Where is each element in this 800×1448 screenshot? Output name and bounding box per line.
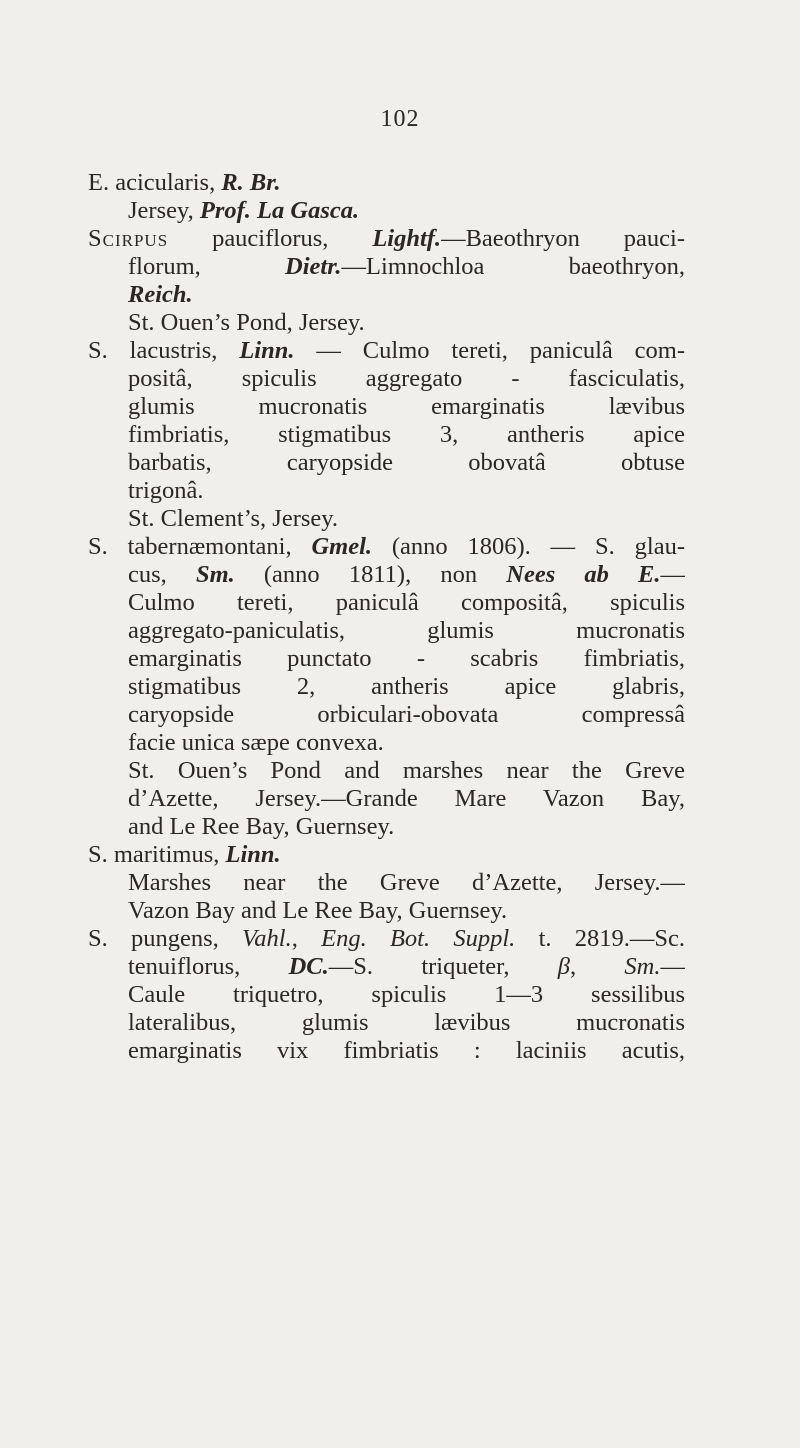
text-span: S. maritimus, [88,841,226,868]
italic-citation: DC. [288,953,329,980]
italic-citation: Vahl. [242,925,292,952]
text-span: and Le Ree Bay, Guernsey. [128,813,395,840]
text-span: S. pungens, [88,925,243,952]
text-span: Jersey, [128,197,200,224]
text-span: S. tabernæmontani, [88,533,312,560]
text-line [88,224,685,254]
text-span: St. Ouen’s Pond and marshes near the Greve [128,757,685,784]
text-span: aggregato-paniculatis, glumis mucronatis [128,617,685,644]
text-span: florum, [128,253,286,280]
text-line [128,588,685,618]
text-line [128,980,685,1010]
text-span: Caule triquetro, spiculis 1—3 sessilibus [128,981,685,1008]
text-span: St. Ouen’s Pond, Jersey. [128,309,365,336]
text-span: trigonâ. [128,477,204,504]
italic-citation: β [557,953,570,980]
italic-citation: Gmel. [311,533,373,560]
text-line [128,448,685,478]
text-line [88,532,685,562]
page-number: 102 [380,106,420,132]
text-line [88,168,281,198]
text-span: , [291,925,322,952]
text-line [128,672,685,702]
text-span: emarginatis vix fimbriatis : laciniis acutis, [128,1037,685,1064]
italic-citation: Prof. La Gasca. [199,197,360,224]
text-span: —S. triqueter, [328,953,558,980]
text-span: caryopside orbiculari-obovata compressâ [128,701,685,728]
text-line [128,756,685,786]
text-span: barbatis, caryopside obovatâ obtuse [128,449,685,476]
text-span: Culmo tereti, paniculâ compositâ, spiculis [128,589,685,616]
text-span: cus, [128,561,196,588]
text-span: pauciflorus, [168,225,373,252]
text-span: St. Clement’s, Jersey. [128,505,339,532]
text-line [128,392,685,422]
text-line [88,336,685,366]
text-line [128,896,507,926]
text-span: (anno 1811), non [234,561,507,588]
text-span: facie unica sæpe convexa. [128,729,384,756]
italic-citation: Eng. Bot. Suppl. [321,925,516,952]
text-span: fimbriatis, stigmatibus 3, antheris apice [128,421,685,448]
text-line [128,504,338,534]
italic-citation: Reich. [128,281,193,308]
text-span: — [660,953,685,980]
italic-citation: R. Br. [221,169,281,196]
text-line [128,868,685,898]
text-line [128,952,685,982]
text-line [128,476,204,506]
text-line [128,784,685,814]
italic-citation: Nees ab E. [506,561,661,588]
text-line [128,420,685,450]
text-span: E. acicularis, [88,169,222,196]
text-span: tenuiflorus, [128,953,289,980]
text-line [128,280,193,310]
text-span: Vazon Bay and Le Ree Bay, Guernsey. [128,897,508,924]
text-line [88,840,281,870]
text-line [128,1008,685,1038]
text-span: stigmatibus 2, antheris apice glabris, [128,673,685,700]
text-span: — Culmo tereti, paniculâ com- [294,337,685,364]
italic-citation: Sm. [195,561,235,588]
text-span: emarginatis punctato - scabris fimbriatis, [128,645,685,672]
text-line [128,308,365,338]
text-span: S. lacustris, [88,337,240,364]
text-span: — [660,561,685,588]
text-line [88,924,685,954]
text-line [128,728,384,758]
text-span: positâ, spiculis aggregato - fasciculatis, [128,365,685,392]
text-line [128,560,685,590]
italic-citation: Dietr. [285,253,342,280]
text-line [128,252,685,282]
italic-citation: Lightf. [372,225,442,252]
italic-citation: Linn. [225,841,281,868]
text-span: , [569,953,625,980]
text-span: glumis mucronatis emarginatis lævibus [128,393,685,420]
text-line [128,364,685,394]
italic-citation: Sm. [624,953,661,980]
text-span: (anno 1806). — S. glau- [372,533,685,560]
genus-heading: Scirpus [88,225,169,252]
text-span: t. 2819.—Sc. [515,925,685,952]
italic-citation: Linn. [239,337,295,364]
text-span: Marshes near the Greve d’Azette, Jersey.— [128,869,685,896]
text-line [128,616,685,646]
text-span: —Baeothryon pauci- [441,225,685,252]
text-line [128,700,685,730]
text-span: —Limnochloa baeothryon, [341,253,685,280]
text-line [128,812,394,842]
text-span: lateralibus, glumis lævibus mucronatis [128,1009,685,1036]
text-span: d’Azette, Jersey.—Grande Mare Vazon Bay, [128,785,685,812]
text-line [128,1036,685,1066]
text-line [128,644,685,674]
text-line [128,196,359,226]
